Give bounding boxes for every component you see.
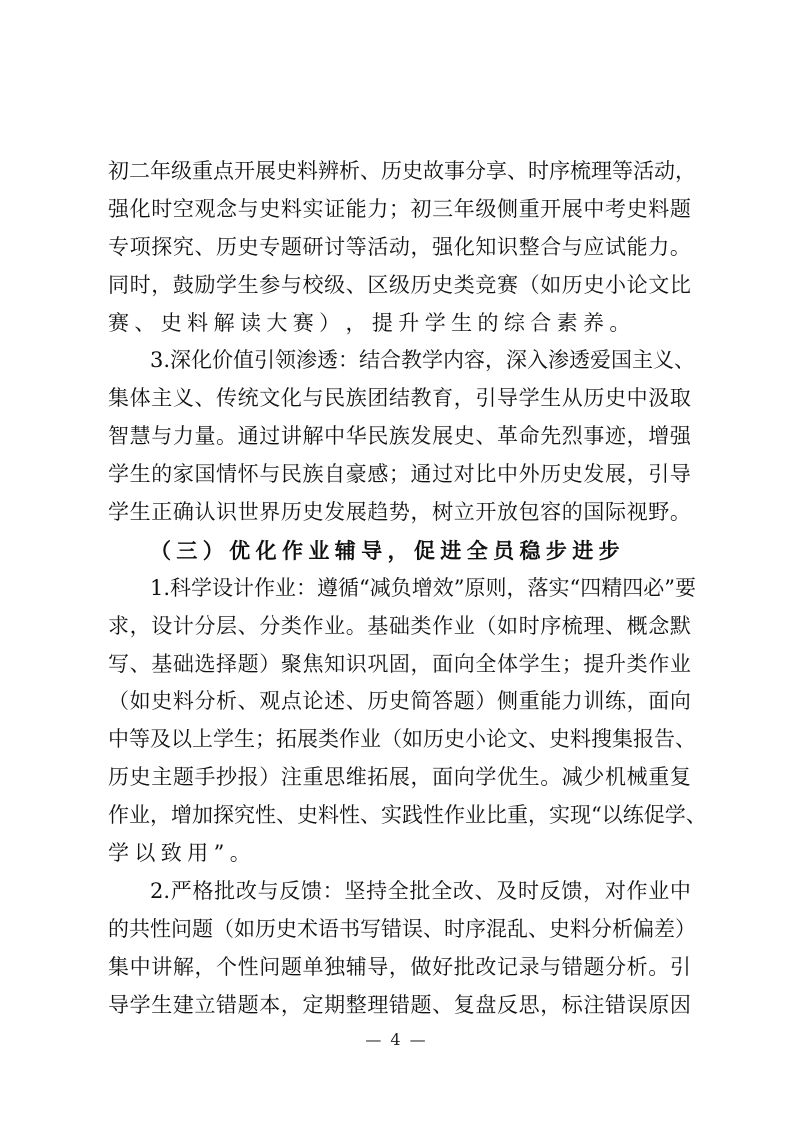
text-line: 赛 、 史 料 解 读 大 赛 ） ， 提 升 学 生 的 综 合 素 养 。 — [108, 310, 631, 335]
text-line: （ 如 史 料 分 析 、 观 点 论 述 、 历 史 简 答 题 ） 侧 重 能 力 训 练 ， 面 向 — [108, 689, 691, 714]
text-line: 学 生 的 家 国 情 怀 与 民 族 自 豪 感 ； 通 过 对 比 中 外 历 史 发 展 ， 引 导 — [108, 462, 691, 487]
section-heading: （ 三 ） 优 化 作 业 辅 导 ， 促 进 全 员 稳 步 进 步 — [150, 537, 620, 563]
body-text — [108, 153, 707, 1024]
text-line: 专 项 探 究 、 历 史 专 题 研 讨 等 活 动 ， 强 化 知 识 整 合 与 应 试 能 力 。 — [108, 234, 691, 259]
text-line: 2. 严 格 批 改 与 反 馈 ： 坚 持 全 批 全 改 、 及 时 反 馈 ， 对 作 业 中 — [150, 878, 691, 903]
text-line: 集 体 主 义 、 传 统 文 化 与 民 族 团 结 教 育 ， 引 导 学 生 从 历 史 中 汲 取 — [108, 386, 691, 411]
page-number: — 4 — — [365, 1030, 428, 1049]
text-line: 导 学 生 建 立 错 题 本 ， 定 期 整 理 错 题 、 复 盘 反 思 ， 标 注 错 误 原 因 — [108, 992, 691, 1017]
text-line: 写 、 基 础 选 择 题 ） 聚 焦 知 识 巩 固 ， 面 向 全 体 学 生 ； 提 升 类 作 业 — [108, 651, 691, 676]
text-line: 作 业 ， 增 加 探 究 性 、 史 料 性 、 实 践 性 作 业 比 重 ， 实 现 “ 以 练 促 学 、 — [108, 803, 707, 828]
text-line: 的 共 性 问 题 （ 如 历 史 术 语 书 写 错 误 、 时 序 混 乱 、 史 料 分 析 偏 差 ） — [108, 916, 696, 941]
text-line: 历 史 主 题 手 抄 报 ） 注 重 思 维 拓 展 ， 面 向 学 优 生 。 减 少 机 械 重 复 — [108, 765, 691, 790]
text-line: 学 以 致 用 ” 。 — [108, 841, 251, 866]
text-line: 智 慧 与 力 量 。 通 过 讲 解 中 华 民 族 发 展 史 、 革 命 先 烈 事 迹 ， 增 强 — [108, 424, 691, 449]
text-line: 集 中 讲 解 ， 个 性 问 题 单 独 辅 导 ， 做 好 批 改 记 录 与 错 题 分 析 。 引 — [108, 954, 691, 979]
text-line: 同 时 ， 鼓 励 学 生 参 与 校 级 、 区 级 历 史 类 竞 赛 （ 如 历 史 小 论 文 比 — [108, 272, 691, 297]
text-line: 3. 深 化 价 值 引 领 渗 透 ： 结 合 教 学 内 容 ， 深 入 渗 透 爱 国 主 义 、 — [150, 348, 696, 373]
text-line: 1. 科 学 设 计 作 业 ： 遵 循 “ 减 负 增 效 ” 原 则 ， 落 实 “ 四 精 四 必 ” 要 — [150, 575, 697, 600]
text-line: 学 生 正 确 认 识 世 界 历 史 发 展 趋 势 ， 树 立 开 放 包 容 的 国 际 视 野 。 — [108, 500, 691, 525]
text-line: 中 等 及 以 上 学 生 ； 拓 展 类 作 业 （ 如 历 史 小 论 文 、 史 料 搜 集 报 告 、 — [108, 727, 696, 752]
text-line: 强 化 时 空 观 念 与 史 料 实 证 能 力 ； 初 三 年 级 侧 重 开 展 中 考 史 料 题 — [108, 196, 691, 221]
text-line: 初 二 年 级 重 点 开 展 史 料 辨 析 、 历 史 故 事 分 享 、 时 序 梳 理 等 活 动 ， — [108, 159, 696, 183]
text-line: 求 ， 设 计 分 层 、 分 类 作 业 。 基 础 类 作 业 （ 如 时 序 梳 理 、 概 念 默 — [108, 613, 691, 638]
